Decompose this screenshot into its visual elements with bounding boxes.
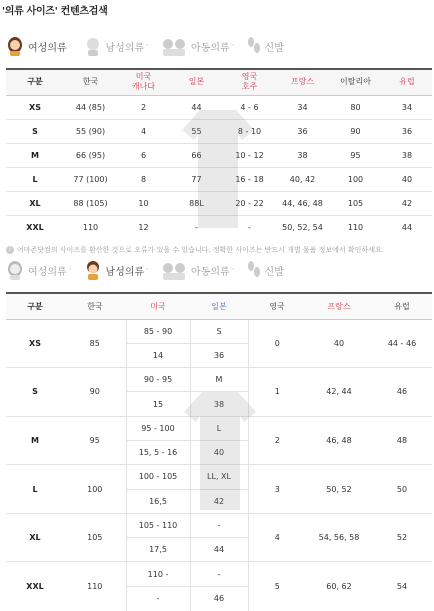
table-cell: 95 <box>329 143 382 167</box>
table-cell: 36 <box>276 119 329 143</box>
table-cell: 77 (100) <box>64 167 117 191</box>
table-cell: 1 <box>248 368 306 417</box>
table-cell: 6 <box>117 143 170 167</box>
tab-shoes-2[interactable] <box>247 260 284 280</box>
table-cell: 110 <box>329 215 382 239</box>
table-cell: 110 <box>64 215 117 239</box>
table-cell: 88 (105) <box>64 191 117 215</box>
men-col-header: 영국 <box>248 293 306 319</box>
table-cell: 40 <box>190 440 248 464</box>
table-cell: 46, 48 <box>306 416 372 465</box>
page-title: '의류 사이즈' 컨텐츠검색 <box>2 6 108 17</box>
table-cell: 50 <box>372 465 432 514</box>
table-cell: 66 <box>170 143 223 167</box>
tab-kids[interactable]: 아동의류 · <box>161 36 241 56</box>
table-cell: 105 <box>329 191 382 215</box>
table-cell: - <box>223 215 276 239</box>
table-cell: 4 <box>248 513 306 562</box>
table-row <box>6 215 432 239</box>
table-cell: 36 <box>190 343 248 367</box>
tab-men-label: 남성의류 <box>105 266 145 278</box>
table-row <box>6 191 432 215</box>
tab-women-label: 여성의류 <box>28 266 67 278</box>
tab-shoes-label: 신발 <box>264 266 284 278</box>
table-cell: 20 - 22 <box>223 191 276 215</box>
table-cell: 90 <box>64 368 126 417</box>
table-cell: 15, 5 - 16 <box>126 440 190 464</box>
table-row <box>6 119 432 143</box>
table-cell: 54, 56, 58 <box>306 513 372 562</box>
table-cell: 100 - 105 <box>126 465 190 489</box>
table-cell: 100 <box>329 167 382 191</box>
men-col-header: 일본 <box>190 293 248 319</box>
size-label: XXL <box>6 562 64 611</box>
table-cell: 44 <box>190 538 248 562</box>
table-cell: 17,5 <box>126 538 190 562</box>
men-col-header: 프랑스 <box>306 293 372 319</box>
kids-avatar-icon <box>161 36 187 56</box>
size-label: M <box>6 143 64 167</box>
table-row <box>6 143 432 167</box>
size-label: XXL <box>6 215 64 239</box>
table-cell: 12 <box>117 215 170 239</box>
men-col-header: 구분 <box>6 293 64 319</box>
table-cell: L <box>190 416 248 440</box>
table-cell: - <box>190 562 248 586</box>
man-avatar-icon <box>84 36 102 56</box>
table-cell: 95 <box>64 416 126 465</box>
category-tabs-women <box>6 34 290 58</box>
table-cell: 90 - 95 <box>126 368 190 392</box>
table-cell: 8 - 10 <box>223 119 276 143</box>
table-cell: 90 <box>329 119 382 143</box>
size-label: S <box>6 368 64 417</box>
table-cell: S <box>190 319 248 343</box>
tab-shoes[interactable] <box>247 36 284 56</box>
table-cell: 40, 42 <box>276 167 329 191</box>
footprint-icon <box>247 36 261 56</box>
size-label: XS <box>6 95 64 119</box>
table-cell: 38 <box>190 392 248 416</box>
table-cell: 2 <box>248 416 306 465</box>
info-icon: i <box>6 246 14 254</box>
men-size-table <box>6 292 432 611</box>
tab-women-2[interactable]: 여성의류 · <box>6 260 78 280</box>
table-cell: 50, 52, 54 <box>276 215 329 239</box>
table-cell: 38 <box>276 143 329 167</box>
table-cell: 40 <box>382 167 432 191</box>
category-tabs-men <box>6 258 290 282</box>
table-cell: - <box>126 586 190 610</box>
table-cell: 110 - <box>126 562 190 586</box>
notice <box>6 245 384 255</box>
size-label: M <box>6 416 64 465</box>
table-cell: 42 <box>382 191 432 215</box>
table-cell: 55 (90) <box>64 119 117 143</box>
table-row <box>6 416 432 440</box>
woman-avatar-icon <box>6 36 24 56</box>
table-cell: 54 <box>372 562 432 611</box>
table-cell: 46 <box>372 368 432 417</box>
women-col-header: 이탈리아 <box>329 69 382 95</box>
women-col-header: 일본 <box>170 69 223 95</box>
table-cell: 88L <box>170 191 223 215</box>
table-row <box>6 95 432 119</box>
tab-men-label: 남성의류 <box>105 42 145 54</box>
table-cell: 10 - 12 <box>223 143 276 167</box>
table-cell: 100 <box>64 465 126 514</box>
table-cell: 80 <box>329 95 382 119</box>
table-cell: 3 <box>248 465 306 514</box>
table-cell: 60, 62 <box>306 562 372 611</box>
table-cell: 38 <box>382 143 432 167</box>
table-row <box>6 562 432 586</box>
table-cell: 85 <box>64 319 126 368</box>
table-cell: 34 <box>276 95 329 119</box>
table-cell: 42, 44 <box>306 368 372 417</box>
table-cell: 110 <box>64 562 126 611</box>
women-col-header: 미국 캐나다 <box>117 69 170 95</box>
tab-kids-2[interactable]: 아동의류 · <box>161 260 241 280</box>
tab-men-2[interactable]: 남성의류 · <box>84 260 156 280</box>
footprint-icon <box>247 260 261 280</box>
women-col-header: 한국 <box>64 69 117 95</box>
table-cell: M <box>190 368 248 392</box>
table-cell: 50, 52 <box>306 465 372 514</box>
table-cell: 44 (85) <box>64 95 117 119</box>
tab-women[interactable]: 여성의류 · <box>6 36 78 56</box>
tab-women-label: 여성의류 <box>28 42 67 54</box>
woman-avatar-icon <box>6 260 24 280</box>
table-cell: - <box>190 513 248 537</box>
tab-kids-label: 아동의류 <box>191 42 230 54</box>
table-cell: 85 - 90 <box>126 319 190 343</box>
table-row <box>6 167 432 191</box>
table-cell: 52 <box>372 513 432 562</box>
table-cell: 48 <box>372 416 432 465</box>
women-col-header: 유럽 <box>382 69 432 95</box>
women-col-header: 영국 호주 <box>223 69 276 95</box>
table-cell: 10 <box>117 191 170 215</box>
table-cell: 15 <box>126 392 190 416</box>
table-row <box>6 368 432 392</box>
table-cell: 16,5 <box>126 489 190 513</box>
table-cell: 2 <box>117 95 170 119</box>
table-cell: 44 <box>170 95 223 119</box>
table-cell: 14 <box>126 343 190 367</box>
size-label: S <box>6 119 64 143</box>
men-col-header: 한국 <box>64 293 126 319</box>
size-label: XL <box>6 513 64 562</box>
table-cell: 44 - 46 <box>372 319 432 368</box>
table-row <box>6 319 432 343</box>
table-cell: LL, XL <box>190 465 248 489</box>
table-cell: 40 <box>306 319 372 368</box>
table-cell: 55 <box>170 119 223 143</box>
women-col-header: 프랑스 <box>276 69 329 95</box>
table-cell: 36 <box>382 119 432 143</box>
tab-kids-label: 아동의류 <box>191 266 230 278</box>
table-cell: - <box>170 215 223 239</box>
table-cell: 4 - 6 <box>223 95 276 119</box>
women-size-table <box>6 68 432 239</box>
table-cell: 66 (95) <box>64 143 117 167</box>
size-label: L <box>6 167 64 191</box>
size-label: XL <box>6 191 64 215</box>
table-cell: 44 <box>382 215 432 239</box>
table-cell: 34 <box>382 95 432 119</box>
women-col-header: 구분 <box>6 69 64 95</box>
table-cell: 4 <box>117 119 170 143</box>
table-cell: 16 - 18 <box>223 167 276 191</box>
table-cell: 46 <box>190 586 248 610</box>
table-cell: 95 - 100 <box>126 416 190 440</box>
size-label: XS <box>6 319 64 368</box>
men-col-header: 유럽 <box>372 293 432 319</box>
table-row <box>6 513 432 537</box>
table-cell: 42 <box>190 489 248 513</box>
size-label: L <box>6 465 64 514</box>
table-cell: 8 <box>117 167 170 191</box>
notice-text: 어마존닷컴의 사이즈를 환산한 것으로 오류가 있을 수 있습니다. 정확한 사이즈는 반드시 개별 물품 정보에서 확인하세요. <box>17 246 384 254</box>
table-cell: 0 <box>248 319 306 368</box>
kids-avatar-icon <box>161 260 187 280</box>
tab-men[interactable]: 남성의류 · <box>84 36 156 56</box>
table-cell: 105 - 110 <box>126 513 190 537</box>
table-cell: 105 <box>64 513 126 562</box>
table-cell: 5 <box>248 562 306 611</box>
men-col-header: 미국 <box>126 293 190 319</box>
table-cell: 44, 46, 48 <box>276 191 329 215</box>
man-avatar-icon <box>84 260 102 280</box>
table-row <box>6 465 432 489</box>
tab-shoes-label: 신발 <box>264 42 284 54</box>
table-cell: 77 <box>170 167 223 191</box>
